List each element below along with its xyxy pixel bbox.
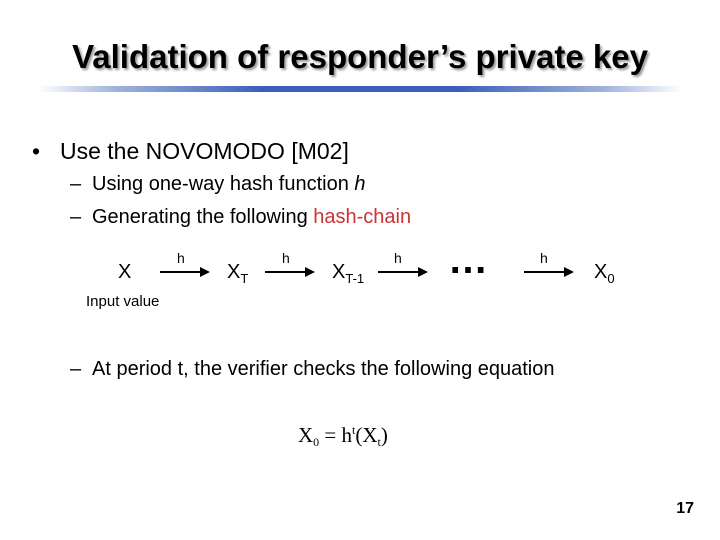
chain-node-xt-1-sub: T-1 bbox=[345, 271, 365, 286]
equation-fn-sup: t bbox=[352, 423, 356, 437]
chain-arrow bbox=[378, 265, 428, 279]
sub-bullet-marker: – bbox=[70, 206, 82, 228]
sub-bullet-marker: – bbox=[70, 358, 82, 380]
slide-title: Validation of responder’s private key bbox=[72, 38, 648, 75]
sub-bullet-hash-chain-text: Generating the following bbox=[92, 206, 314, 228]
chain-arrow bbox=[265, 265, 315, 279]
chain-node-x bbox=[118, 261, 131, 284]
equation-lhs-sub: 0 bbox=[313, 435, 320, 449]
chain-node-x-base: X bbox=[118, 261, 132, 283]
sub-bullet-hash-function bbox=[92, 173, 366, 196]
arrow-label-h: h bbox=[177, 250, 185, 266]
equation-equals: = bbox=[324, 423, 337, 447]
chain-node-x0 bbox=[594, 261, 615, 286]
chain-node-xt-1-base: X bbox=[332, 261, 346, 283]
title-underline-rule bbox=[38, 86, 682, 92]
equation-arg: X bbox=[362, 423, 378, 447]
sub-bullet-hash-chain bbox=[92, 206, 411, 229]
arrow-label-h: h bbox=[394, 250, 402, 266]
chain-arrow bbox=[160, 265, 210, 279]
equation-lhs: X bbox=[298, 423, 314, 447]
chain-node-x0-base: X bbox=[594, 261, 608, 283]
equation-fn: h bbox=[341, 423, 353, 447]
chain-node-xt-base: X bbox=[227, 261, 241, 283]
hash-function-var: h bbox=[354, 173, 366, 195]
chain-node-xt bbox=[227, 261, 248, 286]
page-number: 17 bbox=[676, 500, 694, 517]
sub-bullet-hash-function-text: Using one-way hash function bbox=[92, 173, 355, 195]
chain-node-x0-sub: 0 bbox=[607, 271, 615, 286]
arrow-label-h: h bbox=[540, 250, 548, 266]
equation-open-paren: ( bbox=[355, 423, 363, 447]
input-value-label: Input value bbox=[86, 293, 160, 310]
chain-node-xt-1 bbox=[332, 261, 364, 286]
sub-bullet-verifier-check: At period t, the verifier checks the following equation bbox=[92, 358, 555, 380]
chain-arrow bbox=[524, 265, 574, 279]
bullet-novomodo: Use the NOVOMODO [M02] bbox=[60, 138, 349, 164]
bullet-marker: • bbox=[32, 138, 41, 164]
sub-bullet-marker: – bbox=[70, 173, 82, 195]
hash-chain-highlight: hash-chain bbox=[313, 206, 412, 228]
chain-ellipsis: … bbox=[448, 238, 492, 282]
equation-arg-sub: t bbox=[377, 435, 381, 449]
verification-equation bbox=[298, 423, 388, 450]
equation-close-paren: ) bbox=[380, 423, 388, 447]
chain-node-xt-sub: T bbox=[240, 271, 249, 286]
arrow-label-h: h bbox=[282, 250, 290, 266]
